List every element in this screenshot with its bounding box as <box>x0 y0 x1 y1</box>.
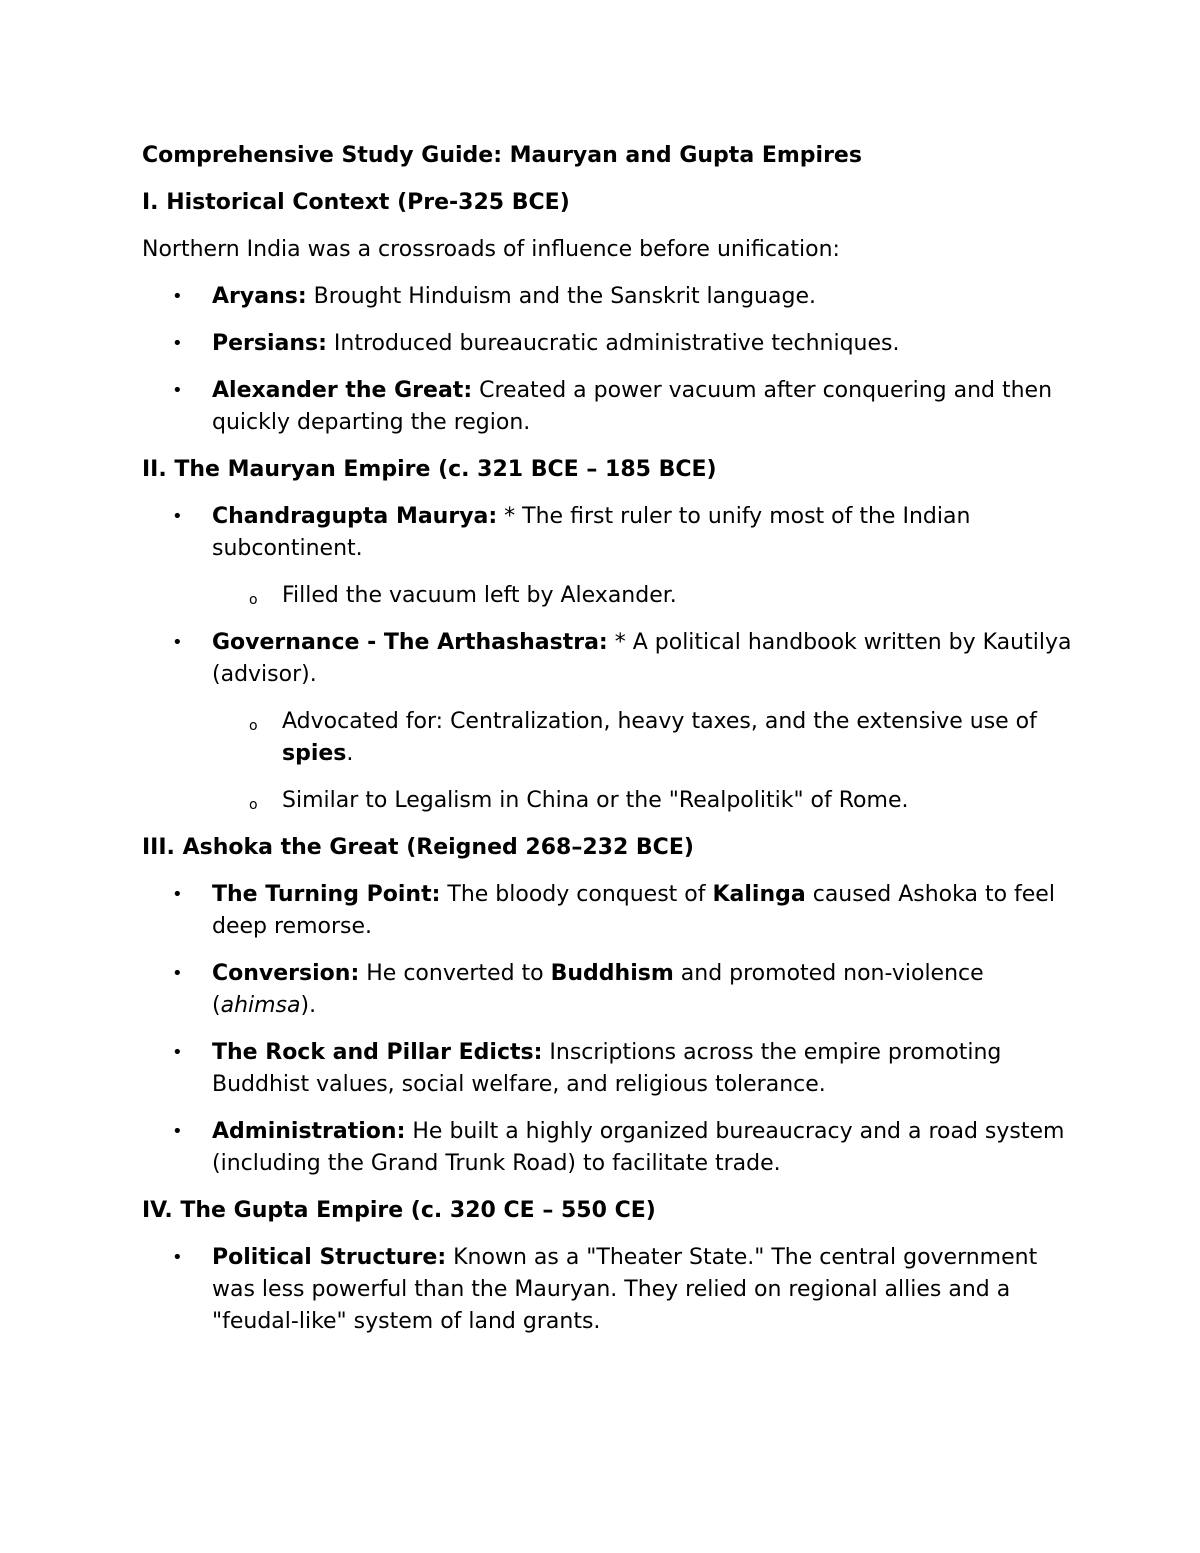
item-text: Brought Hinduism and the Sanskrit language. <box>306 284 816 309</box>
bullet-icon: • <box>172 1042 183 1063</box>
item-italic: ahimsa <box>220 993 301 1018</box>
bullet-icon: • <box>172 333 183 354</box>
page-title: Comprehensive Study Guide: Mauryan and Gupta Empires <box>142 143 862 168</box>
item-text: Introduced bureaucratic administrative techniques. <box>326 331 900 356</box>
item-text: The bloody conquest of <box>440 882 713 907</box>
item-emphasis: Kalinga <box>712 882 806 907</box>
sub-item-text: Advocated for: Centralization, heavy taxes, and the extensive use of <box>282 709 1037 734</box>
bullet-icon: • <box>172 632 183 653</box>
item-text-end: caused Ashoka to feel deep remorse. <box>212 882 1055 939</box>
item-label: Governance - The Arthashastra: <box>212 630 608 655</box>
list-item-persians <box>142 328 1072 360</box>
item-text-mid: and promoted non-violence ( <box>212 961 984 1018</box>
item-label: Political Structure: <box>212 1245 447 1270</box>
circle-bullet-icon: o <box>249 718 258 734</box>
section-heading-historical-context: I. Historical Context (Pre-325 BCE) <box>142 190 570 215</box>
list-item-chandragupta <box>142 501 1072 612</box>
item-text: * The first ruler to unify most of the Indian subcontinent. <box>212 504 971 561</box>
sub-list-item <box>212 706 1072 770</box>
bullet-icon: • <box>172 963 183 984</box>
list-item-governance <box>142 627 1072 817</box>
bullet-list-ashoka <box>142 879 1072 1180</box>
item-text: * A political handbook written by Kautilya (advisor). <box>212 630 1072 687</box>
sub-list-item <box>212 785 1072 817</box>
list-item-alexander <box>142 375 1072 439</box>
item-text: Created a power vacuum after conquering and then quickly departing the region. <box>212 378 1053 435</box>
bullet-list-historical-context <box>142 281 1072 439</box>
item-text: Known as a "Theater State." The central government was less powerful than the Mauryan. They relied on regional allies and a "feudal-like" system of land grants. <box>212 1245 1038 1334</box>
item-text: He converted to <box>359 961 551 986</box>
sub-item-text: Filled the vacuum left by Alexander. <box>282 583 677 608</box>
sub-item-text-end: . <box>346 741 354 766</box>
item-label: Conversion: <box>212 961 360 986</box>
list-item-turning-point <box>142 879 1072 943</box>
item-label: Alexander the Great: <box>212 378 473 403</box>
bullet-icon: • <box>172 1247 183 1268</box>
document-body <box>142 140 1072 1353</box>
section-heading-ashoka: III. Ashoka the Great (Reigned 268–232 BCE) <box>142 835 694 860</box>
item-label: Chandragupta Maurya: <box>212 504 498 529</box>
sub-list <box>212 580 1072 612</box>
list-item-aryans <box>142 281 1072 313</box>
item-emphasis: Buddhism <box>550 961 674 986</box>
bullet-icon: • <box>172 380 183 401</box>
list-item-administration <box>142 1116 1072 1180</box>
bullet-icon: • <box>172 506 183 527</box>
sub-item-emphasis: spies <box>282 741 347 766</box>
section-intro: Northern India was a crossroads of influence before unification: <box>142 237 840 262</box>
sub-item-text: Similar to Legalism in China or the "Realpolitik" of Rome. <box>282 788 909 813</box>
bullet-list-gupta-empire <box>142 1242 1072 1338</box>
sub-list-item <box>212 580 1072 612</box>
bullet-icon: • <box>172 884 183 905</box>
bullet-icon: • <box>172 286 183 307</box>
bullet-list-mauryan-empire <box>142 501 1072 817</box>
list-item-political-structure <box>142 1242 1072 1338</box>
item-text: He built a highly organized bureaucracy and a road system (including the Grand Trunk Road) to facilitate trade. <box>212 1119 1065 1176</box>
circle-bullet-icon: o <box>249 797 258 813</box>
list-item-edicts <box>142 1037 1072 1101</box>
item-text: Inscriptions across the empire promoting Buddhist values, social welfare, and religious tolerance. <box>212 1040 1002 1097</box>
item-label: The Rock and Pillar Edicts: <box>212 1040 543 1065</box>
circle-bullet-icon: o <box>249 592 258 608</box>
section-heading-gupta-empire: IV. The Gupta Empire (c. 320 CE – 550 CE) <box>142 1198 656 1223</box>
item-label: Aryans: <box>212 284 307 309</box>
item-label: Administration: <box>212 1119 406 1144</box>
list-item-conversion <box>142 958 1072 1022</box>
item-text-end: ). <box>300 993 317 1018</box>
item-label: The Turning Point: <box>212 882 441 907</box>
bullet-icon: • <box>172 1121 183 1142</box>
sub-list <box>212 706 1072 817</box>
section-heading-mauryan-empire: II. The Mauryan Empire (c. 321 BCE – 185 BCE) <box>142 457 717 482</box>
item-label: Persians: <box>212 331 327 356</box>
